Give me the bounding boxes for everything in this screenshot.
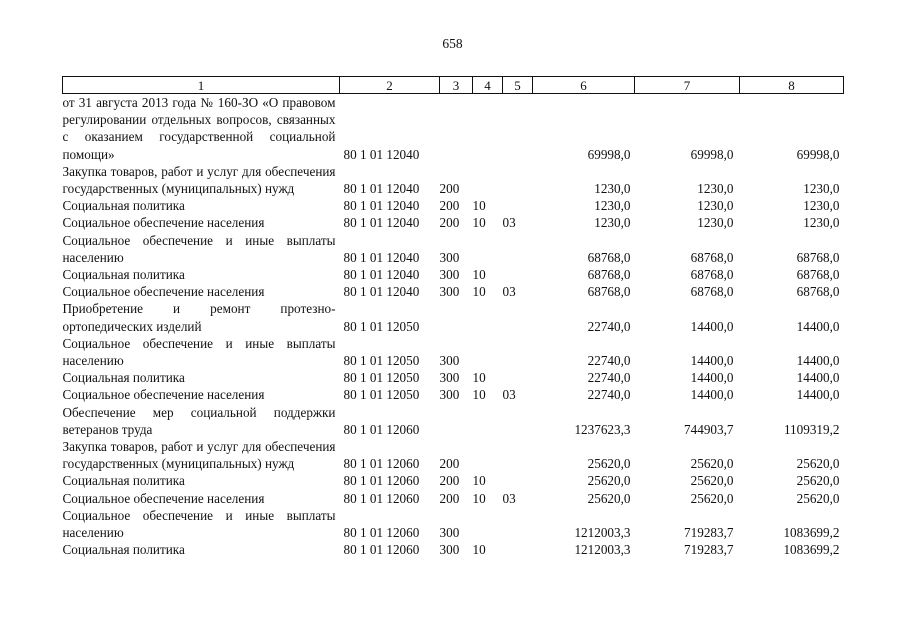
row-col-4 (473, 438, 503, 472)
row-name: Социальная политика (62, 370, 185, 386)
row-code: 80 1 01 12040 (343, 284, 420, 300)
row-value-6: 22740,0 (587, 318, 631, 334)
column-header-3: 3 (440, 77, 473, 94)
row-value-8: 68768,0 (796, 284, 840, 300)
row-value-6: 1212003,3 (574, 542, 631, 558)
row-col-3: 200 (439, 181, 460, 197)
row-value-6: 1230,0 (594, 215, 631, 231)
row-col-3: 300 (439, 387, 460, 403)
row-col-5 (503, 507, 533, 541)
row-name: Социальное обеспечение населения (62, 284, 265, 300)
table-row (63, 94, 844, 163)
row-name: Закупка товаров, работ и услуг для обеспечения государственных (муниципальных) нужд (62, 439, 336, 472)
row-col-3: 200 (439, 215, 460, 231)
table-row (63, 335, 844, 369)
row-value-7: 14400,0 (690, 387, 734, 403)
row-value-7: 719283,7 (684, 542, 734, 558)
row-col-5 (503, 266, 533, 283)
row-col-5 (503, 232, 533, 266)
column-header-7: 7 (635, 77, 740, 94)
row-value-7: 719283,7 (684, 525, 734, 541)
row-value-7: 14400,0 (690, 353, 734, 369)
row-col-3: 300 (439, 542, 460, 558)
row-col-5: 03 (502, 387, 516, 403)
row-name: Обеспечение мер социальной поддержки ветеранов труда (62, 404, 336, 437)
row-code: 80 1 01 12060 (343, 542, 420, 558)
row-code: 80 1 01 12040 (343, 198, 420, 214)
header-row (63, 77, 844, 94)
table-row (63, 472, 844, 489)
row-name: Социальное обеспечение и иные выплаты населению (62, 335, 336, 369)
row-col-3: 300 (439, 353, 460, 369)
row-value-8: 1083699,2 (783, 525, 840, 541)
row-col-3: 300 (439, 525, 460, 541)
row-value-7: 68768,0 (690, 267, 734, 283)
column-header-1: 1 (63, 77, 340, 94)
row-col-4 (473, 404, 503, 438)
row-value-6: 25620,0 (587, 490, 631, 506)
row-name: от 31 августа 2013 года № 160-ЗО «О правовом регулировании отдельных вопросов, связанных с оказанием государственной социальной помощи» (62, 95, 336, 162)
page-number: 658 (442, 36, 463, 51)
row-col-5 (503, 335, 533, 369)
row-value-8: 68768,0 (796, 249, 840, 265)
table-row (63, 369, 844, 386)
row-value-7: 25620,0 (690, 473, 734, 489)
row-value-6: 1212003,3 (574, 525, 631, 541)
table-body (63, 94, 844, 559)
row-value-7: 14400,0 (690, 318, 734, 334)
row-col-3: 200 (439, 198, 460, 214)
row-col-4: 10 (472, 267, 486, 283)
row-col-4: 10 (472, 387, 486, 403)
row-value-8: 25620,0 (796, 473, 840, 489)
row-code: 80 1 01 12040 (343, 181, 420, 197)
row-col-5 (503, 94, 533, 163)
column-header-6: 6 (533, 77, 635, 94)
row-name: Социальное обеспечение и иные выплаты населению (62, 232, 336, 265)
row-col-3 (440, 404, 473, 438)
row-value-7: 1230,0 (697, 198, 734, 214)
row-name: Социальная политика (62, 198, 185, 214)
row-col-3: 300 (439, 249, 460, 265)
row-code: 80 1 01 12040 (343, 146, 420, 162)
row-name: Социальное обеспечение и иные выплаты населению (62, 507, 336, 541)
row-value-6: 22740,0 (587, 353, 631, 369)
row-code: 80 1 01 12050 (343, 387, 420, 403)
row-value-8: 1230,0 (803, 198, 840, 214)
row-value-7: 1230,0 (697, 215, 734, 231)
row-value-8: 14400,0 (796, 387, 840, 403)
table-row (63, 283, 844, 300)
table-row (63, 541, 844, 558)
table-row (63, 404, 844, 438)
row-value-7: 14400,0 (690, 370, 734, 386)
row-col-5 (503, 438, 533, 472)
row-value-6: 68768,0 (587, 249, 631, 265)
row-col-4: 10 (472, 542, 486, 558)
row-col-3: 200 (439, 490, 460, 506)
row-name: Социальное обеспечение населения (62, 490, 265, 506)
row-value-8: 1230,0 (803, 181, 840, 197)
row-col-4: 10 (472, 370, 486, 386)
row-col-5 (503, 300, 533, 334)
row-name: Социальная политика (62, 473, 185, 489)
row-name: Социальная политика (62, 542, 185, 558)
column-header-5: 5 (503, 77, 533, 94)
row-value-8: 25620,0 (796, 456, 840, 472)
row-code: 80 1 01 12060 (343, 421, 420, 437)
budget-table (62, 76, 844, 558)
row-value-6: 68768,0 (587, 284, 631, 300)
row-col-4 (473, 335, 503, 369)
row-code: 80 1 01 12060 (343, 490, 420, 506)
row-value-7: 25620,0 (690, 456, 734, 472)
row-col-4 (473, 232, 503, 266)
row-value-8: 14400,0 (796, 370, 840, 386)
column-header-2: 2 (340, 77, 440, 94)
row-value-7: 69998,0 (690, 146, 734, 162)
row-col-4: 10 (472, 215, 486, 231)
row-col-4: 10 (472, 284, 486, 300)
row-value-8: 69998,0 (796, 146, 840, 162)
row-col-4 (473, 507, 503, 541)
table-row (63, 197, 844, 214)
table-row (63, 163, 844, 197)
row-name: Социальное обеспечение населения (62, 215, 265, 231)
table-row (63, 266, 844, 283)
row-code: 80 1 01 12040 (343, 267, 420, 283)
row-col-3 (440, 94, 473, 163)
table-header (63, 77, 844, 94)
row-value-7: 68768,0 (690, 284, 734, 300)
row-value-7: 68768,0 (690, 249, 734, 265)
table-row (63, 386, 844, 403)
row-value-6: 22740,0 (587, 387, 631, 403)
row-value-7: 1230,0 (697, 181, 734, 197)
table-row (63, 232, 844, 266)
row-col-4: 10 (472, 198, 486, 214)
row-code: 80 1 01 12050 (343, 370, 420, 386)
row-code: 80 1 01 12050 (343, 318, 420, 334)
row-col-3: 300 (439, 267, 460, 283)
table-row (63, 507, 844, 541)
row-col-4 (473, 300, 503, 334)
row-col-5 (503, 541, 533, 558)
row-value-7: 744903,7 (684, 421, 734, 437)
row-value-8: 68768,0 (796, 267, 840, 283)
table-row (63, 490, 844, 507)
row-col-3 (440, 300, 473, 334)
row-col-5 (503, 197, 533, 214)
column-header-8: 8 (740, 77, 844, 94)
row-value-6: 1230,0 (594, 181, 631, 197)
row-col-4: 10 (472, 490, 486, 506)
row-col-5 (503, 369, 533, 386)
row-value-8: 14400,0 (796, 353, 840, 369)
row-value-6: 25620,0 (587, 456, 631, 472)
row-name: Социальное обеспечение населения (62, 387, 265, 403)
row-code: 80 1 01 12060 (343, 473, 420, 489)
table-row (63, 214, 844, 231)
row-col-5 (503, 163, 533, 197)
row-col-4 (473, 94, 503, 163)
row-code: 80 1 01 12050 (343, 353, 420, 369)
row-value-8: 1230,0 (803, 215, 840, 231)
row-code: 80 1 01 12040 (343, 215, 420, 231)
row-name: Закупка товаров, работ и услуг для обеспечения государственных (муниципальных) нужд (62, 163, 336, 197)
row-value-8: 14400,0 (796, 318, 840, 334)
row-code: 80 1 01 12060 (343, 456, 420, 472)
row-col-5 (503, 472, 533, 489)
row-value-8: 25620,0 (796, 490, 840, 506)
row-col-5: 03 (502, 215, 516, 231)
row-value-6: 1230,0 (594, 198, 631, 214)
row-value-8: 1083699,2 (783, 542, 840, 558)
row-col-5: 03 (502, 284, 516, 300)
row-value-6: 22740,0 (587, 370, 631, 386)
row-value-6: 68768,0 (587, 267, 631, 283)
row-value-6: 69998,0 (587, 146, 631, 162)
row-col-3: 200 (439, 473, 460, 489)
row-code: 80 1 01 12060 (343, 525, 420, 541)
row-name: Приобретение и ремонт протезно-ортопедических изделий (62, 301, 336, 334)
row-value-6: 1237623,3 (574, 421, 631, 437)
row-col-3: 300 (439, 284, 460, 300)
row-col-3: 200 (439, 456, 460, 472)
row-value-7: 25620,0 (690, 490, 734, 506)
row-name: Социальная политика (62, 267, 185, 283)
row-col-4: 10 (472, 473, 486, 489)
table-row (63, 438, 844, 472)
row-col-5 (503, 404, 533, 438)
row-value-6: 25620,0 (587, 473, 631, 489)
row-value-8: 1109319,2 (783, 421, 840, 437)
row-code: 80 1 01 12040 (343, 249, 420, 265)
row-col-5: 03 (502, 490, 516, 506)
row-col-3: 300 (439, 370, 460, 386)
row-col-4 (473, 163, 503, 197)
column-header-4: 4 (473, 77, 503, 94)
table-row (63, 300, 844, 334)
